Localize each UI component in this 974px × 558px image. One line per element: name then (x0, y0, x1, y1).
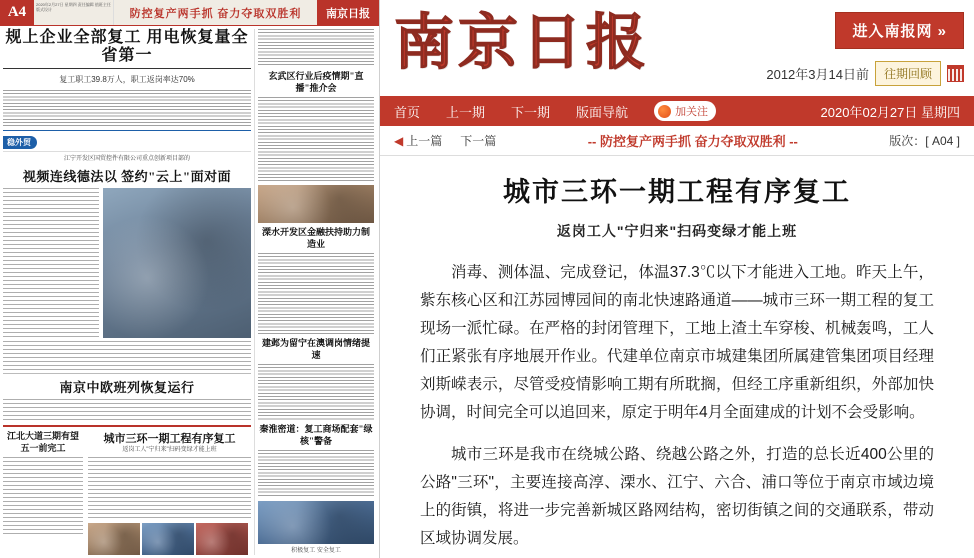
header-actions (766, 6, 964, 96)
nav-home[interactable]: 首页 (394, 104, 421, 120)
article-navbar (380, 126, 974, 156)
masthead-meta: 2020年2月27日 星期四 责任编辑 值班主任 版式设计 (34, 0, 114, 25)
article-headline-4: 城市三环一期工程有序复工 (103, 433, 236, 445)
article-3-text (3, 399, 251, 422)
past-issues-button[interactable]: 往期回顾 (875, 61, 941, 86)
lead-subhead: 复工职工39.8万人，职工返岗率达70% (59, 75, 195, 84)
issue-date: 2020年02月27日 星期四 (820, 104, 960, 120)
article-paragraph: 消毒、测体温、完成登记，体温37.3℃以下才能进入工地。昨天上午，紫东核心区和江苏园博园间的南北快速路通道——城市三环一期工程的复工现场一派忙碌。在严格的封闭管理下，工地上渣土车穿梭、机械轰鸣，工人们正紧张有序地展开作业。代建单位南京市城建集团所属建管集团项目经理刘斯嵘表示，尽管受疫情影响工期有所耽搁，但经工序重新组织，外部加快协调，时间完全可以追回来，原定于明年4月全面建成的计划不会受影响。 (420, 264, 934, 421)
nav-next-issue[interactable]: 下一期 (511, 104, 551, 120)
right-col-headline-c: 秦淮密道：复工商场配套"绿核"警备 (259, 424, 373, 447)
article-title: 城市三环一期工程有序复工 (503, 177, 851, 207)
article-kicker: 江宁开发区国贸控件有限公司重点创新项目部的 (63, 155, 190, 162)
newspaper-body (0, 26, 379, 558)
right-col-photo-2 (258, 501, 374, 544)
article-5-text (3, 457, 83, 537)
next-article-label: 下一篇 (460, 134, 497, 148)
nav-page-guide[interactable]: 版面导航 (576, 104, 629, 120)
article-content (380, 156, 974, 558)
divider-1 (3, 373, 251, 374)
section-tag-row-waimao (3, 130, 251, 152)
newspaper-masthead (0, 0, 379, 26)
right-col-headline-a: 溧水开发区金融扶持助力制造业 (261, 226, 370, 249)
chevron-left-icon: ◀ (394, 134, 404, 148)
nav-prev-issue[interactable]: 上一期 (446, 104, 486, 120)
weibo-icon (658, 105, 671, 118)
right-col-text-3 (258, 364, 374, 421)
date-controls (766, 61, 964, 86)
right-col-header: 玄武区行业后疫情期"直播"推介会 (268, 70, 364, 93)
prev-article-label: 上一篇 (406, 134, 443, 148)
right-col-text-1 (258, 97, 374, 182)
article-headline-5: 江北大道三期有望五一前完工 (6, 431, 79, 453)
right-col-photo-1 (258, 185, 374, 223)
photo-thumb (88, 523, 140, 555)
section-tag: 稳外贸 (3, 136, 37, 149)
right-col-headline-b: 建邺为留宁在澳调岗情绪提速 (261, 337, 370, 360)
right-col-text-top (258, 29, 374, 67)
archive-date-label: 2012年3月14日前 (766, 67, 869, 82)
web-reader-pane (380, 0, 974, 558)
calendar-icon[interactable] (947, 65, 964, 82)
divider-2 (3, 425, 251, 427)
newspaper-right-column (254, 29, 374, 555)
article-2-photo (103, 188, 251, 338)
newspaper-page-preview[interactable] (0, 0, 380, 558)
site-brand-title: 南京日报 (394, 10, 650, 76)
follow-label: 加关注 (675, 106, 709, 118)
masthead-logo: 南京日报 (317, 0, 379, 25)
masthead-slogan: 防控复产两手抓 奋力夺取双胜利 (129, 7, 302, 20)
campaign-slogan: -- 防控复产两手抓 奋力夺取双胜利 -- (587, 134, 798, 149)
article-4-text (88, 457, 251, 519)
article-2-text-cont (3, 341, 251, 370)
lead-headline: 规上企业全部复工 用电恢复量全省第一 (3, 29, 251, 69)
page-code-badge: A4 (0, 0, 34, 25)
article-4-photo-strip (88, 523, 251, 555)
right-col-text-4 (258, 450, 374, 497)
photo-thumb (142, 523, 194, 555)
prev-article-button[interactable] (394, 132, 442, 149)
photo-thumb (196, 523, 248, 555)
article-2-text (3, 188, 99, 338)
site-header (380, 0, 974, 96)
weibo-follow-button[interactable] (654, 101, 716, 121)
newspaper-left-column (3, 29, 251, 555)
article-4-subhead: 返岗工人"宁归来"扫码变绿才能上班 (122, 447, 217, 453)
article-paragraph: 城市三环是我市在绕城公路、绕越公路之外，打造的总长近400公里的公路"三环"，主要连接高淳、溧水、江宁、六合、浦口等位于南京市域边境上的街镇，将进一步完善新城区路网结构，密切街镇之间的交通联系，带动区域协调发展。 (420, 446, 934, 547)
right-col-text-2 (258, 253, 374, 334)
article-headline-3: 南京中欧班列恢复运行 (59, 379, 195, 395)
article-subtitle: 返岗工人"宁归来"扫码变绿才能上班 (556, 223, 798, 239)
enter-site-button[interactable]: 进入南报网 » (835, 12, 964, 49)
main-navbar (380, 96, 974, 126)
page-number-label: 版次：[ A04 ] (889, 134, 960, 148)
lead-article-text (3, 90, 251, 127)
right-col-caption: 积极复工 安全复工 (291, 548, 341, 554)
article-headline-2: 视频连线德法以 签约"云上"面对面 (22, 168, 232, 184)
article-body (420, 259, 934, 553)
next-article-button[interactable] (460, 132, 496, 149)
